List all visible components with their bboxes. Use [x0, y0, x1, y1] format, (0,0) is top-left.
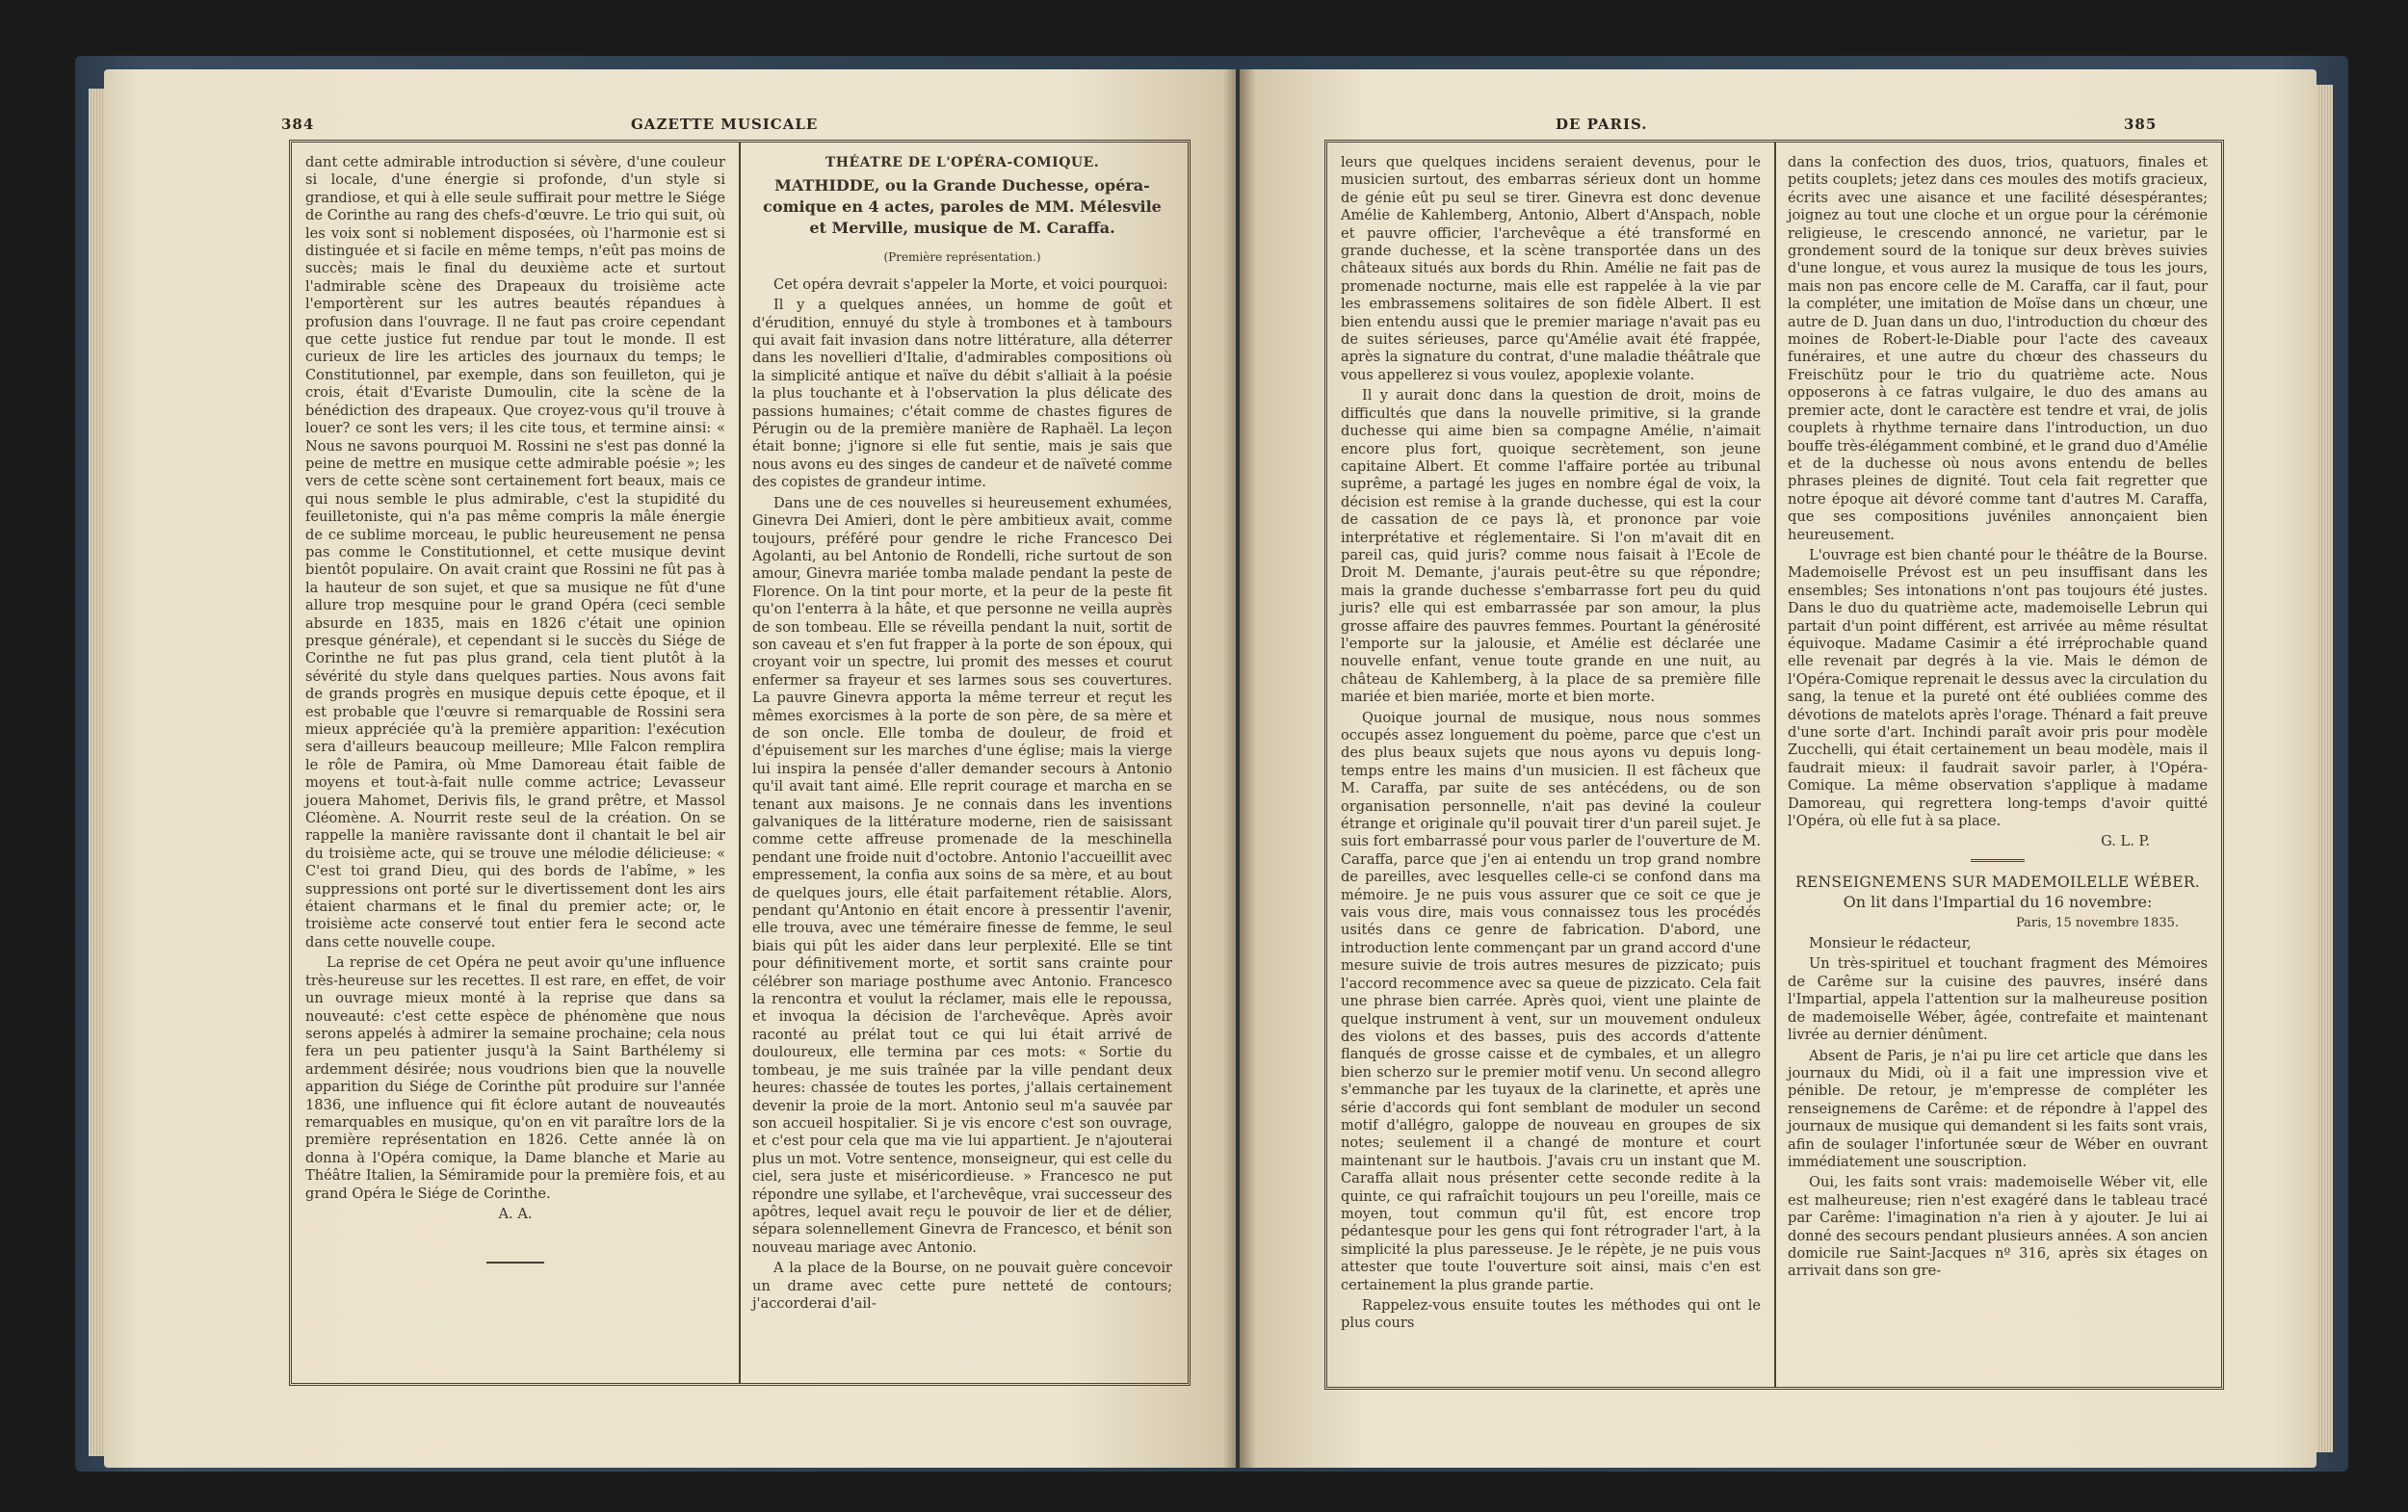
right-column-1	[1341, 154, 1761, 1336]
article-title: MATHIDDE, ou la Grande Duchesse, opéra-comique en 4 actes, paroles de MM. Mélesvile et Merville, musique de M. Caraffa.	[763, 176, 1162, 238]
paragraph: La reprise de cet Opéra ne peut avoir qu'une influence très-heureuse sur les recettes. Il est rare, en effet, de voir un ouvrage mieux monté à la reprise que dans sa nouveauté: c'est cette espèce de phénomène que nous serons appelés à admirer la semaine prochaine; cela nous fera un peu patienter jusqu'à la Saint Barthélemy si ardemment désirée; nous voudrions bien que la nouvelle apparition du Siége de Corinthe pût produire sur l'année 1836, une influence qui fit éclore autant de nouveautés remarquables en musique, qu'on en vit paraître lors de la première représentation en 1826. Cette année là on donna à l'Opéra comique, la Dame blanche et Marie au Théâtre Italien, la Sémiramide pour la première fois, et au grand Opéra le Siége de Corinthe.	[305, 954, 725, 1202]
left-text-frame	[289, 140, 1191, 1386]
right-text-frame	[1324, 140, 2224, 1390]
dateline: Paris, 15 novembre 1835.	[2015, 915, 2179, 930]
paragraph: Quoique journal de musique, nous nous sommes occupés assez longuement du poème, parce que c'est un des plus beaux sujets que nous ayons vu depuis long-temps entre les mains d'un musicien. Il est fâcheux que M. Caraffa, par suite de ses antécédens, ou de son organisation personnelle, n'ait pas deviné la couleur étrange et originale qu'il pouvait tirer d'un pareil sujet. Je suis fort embarrassé pour vous parler de l'ouverture de M. Caraffa, parce que j'en ai entendu un trop grand nombre de pareilles, avec lesquelles celle-ci se confond dans ma mémoire. Je ne puis vous assurer que ce soit ce que je vais vous dire, mais vous connaissez tous les procédés usités dans ce genre de fabrication. D'abord, une introduction lente commençant par un grand accord d'une mesure suivie de trois autres mesures de pizzicato; puis l'accord recommence avec sa queue de pizzicato. Cela fait une phrase bien carrée. Après quoi, vient une plainte de quelque instrument à vent, sur un mouvement onduleux des violons et des basses, puis des accords d'attente flanqués de grosse caisse et de cymbales, et un allegro bien scherzo sur le premier motif venu. Un second allegro s'emmanche par les tuyaux de la clarinette, et après une série d'accords qui font semblant de moduler un second motif d'allégro, galoppe de nouveau en groupes de six notes; seulement il a changé de monture et court maintenant sur le hautbois. J'avais cru un instant que M. Caraffa allait nous présenter cette seconde redite à la quinte, ce qui rafraîchit toujours un peu l'oreille, mais ce moyen, tout commun qu'il fût, est encore trop pédantesque pour les gens qui font rétrograder l'art, à la simplicité la plus paresseuse. Je le répète, je ne puis vous attester que toute l'ouverture soit ainsi, mais c'en est certainement la plus grande partie.	[1341, 709, 1761, 1293]
page-number-right: 385	[2124, 116, 2158, 133]
page-number-left: 384	[281, 116, 315, 133]
section-heading: THÉATRE DE L'OPÉRA-COMIQUE.	[824, 155, 1100, 170]
divider	[486, 1262, 544, 1264]
divider	[1971, 859, 2025, 864]
paragraph: dans la confection des duos, trios, quatuors, finales et petits couplets; jetez dans ces moules des motifs gracieux, écrits avec une aisance et une facilité désespérantes; joignez au tout une cloche et un orgue pour la cérémonie religieuse, le crescendo annoncé, ne varietur, par le grondement sourd de la tonique sur deux brèves suivies d'une longue, et vous aurez la musique de tous les jours, mais non pas encore celle de M. Caraffa, car il faut, pour la compléter, une imitation de Moïse dans un chœur, une autre de D. Juan dans un duo, l'introduction du chœur des moines de Robert-le-Diable pour l'acte des caveaux funéraires, et une autre du chœur des chasseurs du Freischütz pour le trio du quatrième acte. Nous opposerons à ce fatras vulgaire, le duo des amans au premier acte, dont le caractère est tendre et vrai, de jolis couplets à rhythme ternaire dans l'introduction, un duo bouffe très-élégamment combiné, et le grand duo d'Amélie et de la duchesse où nous avons entendu de belles phrases pleines de dignité. Tout cela fait regretter que notre époque ait dévoré comme tant d'autres M. Caraffa, que ses compositions juvéniles annonçaient bien heureusement.	[1788, 154, 2208, 543]
right-column-2	[1788, 154, 2208, 1284]
signature: A. A.	[498, 1205, 533, 1222]
left-column-1	[305, 154, 725, 1264]
news-subheading: On lit dans l'Impartial du 16 novembre:	[1843, 893, 2153, 912]
left-column-2	[752, 154, 1172, 1316]
column-rule	[739, 143, 741, 1383]
paragraph: Un très-spirituel et touchant fragment des Mémoires de Carême sur la cuisine des pauvres, inséré dans l'Impartial, appela l'attention sur la malheureuse position de mademoiselle Wéber, âgée, contrefaite et maintenant livrée au dernier dénûment.	[1788, 955, 2208, 1044]
paragraph: Il y aurait donc dans la question de droit, moins de difficultés que dans la nouvelle primitive, si la grande duchesse qui aime bien sa compagne Amélie, n'aimait encore plus fort, quoique secrètement, son jeune capitaine Albert. Et comme l'affaire portée au tribunal suprême, a partagé les juges en nombre égal de voix, la décision est remise à la grande duchesse, qui est la cour de cassation de ce pays là, et prononce par voie interprétative et réglementaire. Si l'on m'avait dit en pareil cas, quid juris? comme nous faisait à l'Ecole de Droit M. Demante, j'aurais peut-être su que répondre; mais la grande duchesse s'embarrasse fort peu du quid juris? elle qui est embarrassée par son amour, la plus grosse affaire des pauvres femmes. Pourtant la générosité l'emporte sur la jalousie, et Amélie est déclarée une nouvelle enfant, venue toute grande en une nuit, au château de Kahlemberg, à la place de sa première fille mariée et bien mariée, morte et bien morte.	[1341, 387, 1761, 706]
paragraph: dant cette admirable introduction si sévère, d'une couleur si locale, d'une énergie si profonde, d'un style si grandiose, et qui à elle seule suffirait pour mettre le Siége de Corinthe au rang des chefs-d'œuvre. Le trio qui suit, où les voix sont si noblement disposées, où l'harmonie est si distinguée et si facile en même temps, n'eût pas moins de succès; mais le final du deuxième acte et surtout l'admirable scène des Drapeaux du troisième acte l'emportèrent sur les autres beautés répandues à profusion dans l'ouvrage. Il ne faut pas croire cependant que cette justice fut rendue par tout le monde. Il est curieux de lire les articles des journaux du temps; le Constitutionnel, par exemple, dans son feuilleton, qui je crois, était d'Evariste Dumoulin, cite la scène de la bénédiction des drapeaux. Que croyez-vous qu'il trouve à louer? ce sont les vers; il les cite tous, et termine ainsi: « Nous ne savons pourquoi M. Rossini ne s'est pas donné la peine de mettre en musique cette admirable poésie »; les vers de cette scène sont certainement fort beaux, mais ce qui nous semble le plus admirable, c'est la stupidité du feuilletoniste, qui n'a pas même compris la mâle énergie de ce sublime morceau, le public heureusement ne pensa pas comme le Constitutionnel, et cette musique devint bientôt populaire. On avait craint que Rossini ne fût pas à la hauteur de son sujet, et que sa musique ne fût d'une allure trop mesquine pour le grand Opéra (ceci semble absurde en 1835, mais en 1826 c'était une opinion presque générale), et cependant si le succès du Siége de Corinthe ne fut pas plus grand, cela tient plutôt à la sévérité du style dans quelques parties. Nous avons fait de grands progrès en musique depuis cette époque, et il est probable que l'œuvre si remarquable de Rossini sera mieux appréciée qu'à la première apparition: l'exécution sera d'ailleurs beaucoup meilleure; Mlle Falcon remplira le rôle de Pamira, où Mme Damoreau était faible de moyens et tout-à-fait nulle comme actrice; Levasseur jouera Mahomet, Derivis fils, le grand prêtre, et Massol Cléomène. A. Nourrit reste seul de la création. On se rappelle la manière ravissante dont il chantait le bel air du troisième acte, qui se trouve une mélodie délicieuse: « C'est toi grand Dieu, qui des bords de l'abîme, » les suppressions ont porté sur le divertissement dont les airs étaient charmans et le final du premier acte; or, le troisième acte conservé tout entier fera le second acte dans cette nouvelle coupe.	[305, 154, 725, 951]
paragraph: A la place de la Bourse, on ne pouvait guère concevoir un drame avec cette pure netteté de contours; j'accorderai d'ail-	[752, 1260, 1172, 1312]
signature: G. L. P.	[2101, 833, 2150, 850]
news-heading: RENSEIGNEMENS SUR MADEMOILELLE WÉBER.	[1794, 873, 2201, 891]
paragraph: Il y a quelques années, un homme de goût et d'érudition, ennuyé du style à trombones et à tambours qui avait fait invasion dans notre littérature, alla déterrer dans les novellieri d'Italie, d'admirables compositions où la simplicité antique et naïve du débit s'alliait à la poésie la plus touchante et à l'observation la plus délicate des passions humaines; c'était comme de chastes figures de Pérugin ou de la première manière de Raphaël. La leçon était bonne; j'ignore si elle fut sentie, mais je sais que nous avons eu des singes de candeur et de naïveté comme des copistes de grandeur intime.	[752, 297, 1172, 491]
paragraph: Cet opéra devrait s'appeler la Morte, et voici pourquoi:	[773, 275, 1168, 293]
book-gutter	[1223, 69, 1256, 1468]
column-rule	[1774, 143, 1776, 1387]
paragraph: Oui, les faits sont vrais: mademoiselle Wéber vit, elle est malheureuse; rien n'est exagéré dans le tableau tracé par Carême: l'imagination n'a rien à y ajouter. Je lui ai donné des secours pendant plusieurs années. A son ancien domicile rue Saint-Jacques nº 316, après six étages on arrivait dans son gre-	[1788, 1174, 2208, 1280]
salutation: Monsieur le rédacteur,	[1809, 935, 1972, 952]
running-title-left: GAZETTE MUSICALE	[631, 116, 819, 133]
paragraph: Dans une de ces nouvelles si heureusement exhumées, Ginevra Dei Amieri, dont le père ambitieux avait, comme toujours, préféré pour gendre le riche Francesco Dei Agolanti, au bel Antonio de Rondelli, riche surtout de son amour, Ginevra mariée tomba malade pendant la peste de Florence. On la tint pour morte, et la peur de la peste fit qu'on l'enterra à la hâte, et que personne ne veilla auprès de son tombeau. Elle se réveilla pendant la nuit, sortit de son caveau et s'en fut frapper à la porte de son époux, qui croyant voir un spectre, lui promit des messes et courut enfermer sa frayeur et ses larmes sous ses couvertures. La pauvre Ginevra apporta la même terreur et reçut les mêmes exorcismes à la porte de son père, de sa mère et de son oncle. Elle tomba de douleur, de froid et d'épuisement sur les marches d'une église; mais la vierge lui inspira la pensée d'aller demander secours à Antonio qu'il avait tant aimé. Elle reprit courage et marcha en se tenant aux maisons. Je ne connais dans les inventions galvaniques de la littérature moderne, rien de saisissant comme cette affreuse promenade de la meschinella pendant une froide nuit d'octobre. Antonio l'accueillit avec empressement, la confia aux soins de sa mère, et au bout de quelques jours, elle était parfaitement rétablie. Alors, pendant qu'Antonio en était encore à pressentir l'avenir, elle trouva, avec une téméraire finesse de femme, le seul biais qui pût les aider dans leur perplexité. Elle se tint pour définitivement morte, et sortit sans crainte pour célébrer son mariage posthume avec Antonio. Francesco la rencontra et voulut la réclamer, mais elle le repoussa, et invoqua la décision de l'archevêque. Après avoir raconté au prélat tout ce qui lui était arrivé de douloureux, elle termina par ces mots: « Sortie du tombeau, je me suis traînée par la ville pendant deux heures: chassée de toutes les portes, j'allais certainement devenir la proie de la mort. Antonio seul m'a sauvée par son accueil hospitalier. Si je vis encore c'est son ouvrage, et c'est pour cela que ma vie lui appartient. Je n'ajouterai plus un mot. Votre sentence, monseigneur, qui est celle du ciel, sera juste et miséricordieuse. » Francesco ne put répondre une syllabe, et l'archevêque, vrai successeur des apôtres, lequel avait reçu le pouvoir de lier et de délier, sépara solennellement Ginevra de Francesco, et bénit son nouveau mariage avec Antonio.	[752, 494, 1172, 1256]
paragraph: leurs que quelques incidens seraient devenus, pour le musicien surtout, des embarras sérieux dont un homme de génie eût pu seul se tirer. Ginevra est donc devenue Amélie de Kahlemberg, Antonio, Albert d'Anspach, noble et pauvre officier, l'archevêque a été transformé en grande duchesse, et la scène transportée dans un des châteaux situés aux bords du Rhin. Amélie ne fait pas de promenade nocturne, mais elle est rappelée à la vie par les embrassemens solitaires de son fidèle Albert. Il est bien entendu aussi que le premier mariage n'avait pas eu de suites sérieuses, parce qu'Amélie avait été frappée, après la signature du contrat, d'une maladie théâtrale que vous appellerez si vous voulez, apoplexie volante.	[1341, 154, 1761, 383]
paragraph: Rappelez-vous ensuite toutes les méthodes qui ont le plus cours	[1341, 1297, 1761, 1332]
article-subtitle: (Première représentation.)	[883, 250, 1041, 265]
running-title-right: DE PARIS.	[1556, 116, 1648, 133]
paragraph: Absent de Paris, je n'ai pu lire cet article que dans les journaux du Midi, où il a fait une impression vive et pénible. De retour, je m'empresse de compléter les renseignemens de Carême: et de répondre à l'appel des journaux de musique qui demandent si les faits sont vrais, afin de soulager l'infortunée sœur de Wéber en ouvrant immédiatement une souscription.	[1788, 1047, 2208, 1170]
paragraph: L'ouvrage est bien chanté pour le théâtre de la Bourse. Mademoiselle Prévost est un peu insuffisant dans les ensembles; Ses intonations n'ont pas toujours été justes. Dans le duo du quatrième acte, mademoiselle Lebrun qui partait d'un point différent, est arrivée au même résultat équivoque. Madame Casimir a été irréprochable quand elle revenait par degrés à la vie. Mais le démon de l'Opéra-Comique reprenait le dessus avec la circulation du sang, la tenue et la pureté ont été oubliées comme des dévotions de matelots après l'orage. Thénard a fait preuve d'une sorte d'art. Inchindi paraît avoir pris pour modèle Zucchelli, qui était certainement un beau modèle, mais il faudrait mieux: il faudrait savoir parler, à l'Opéra-Comique. La même observation s'applique à madame Damoreau, qui regrettera long-temps d'avoir quitté l'Opéra, où elle fut à sa place.	[1788, 546, 2208, 830]
